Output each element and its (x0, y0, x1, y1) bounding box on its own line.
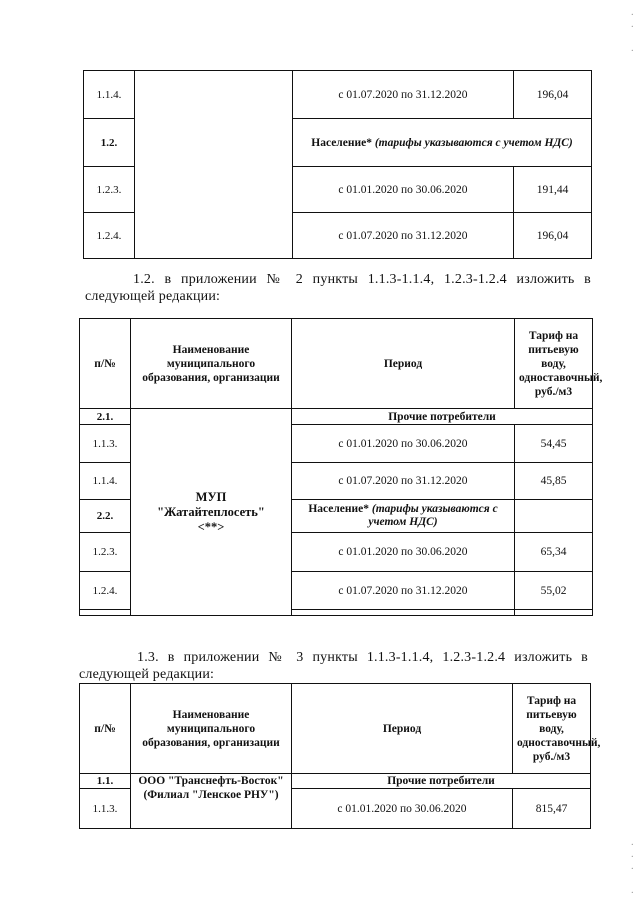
org-cell (135, 71, 293, 259)
category-heading: Прочие потребители (292, 409, 593, 425)
tariff-value: 54,45 (515, 425, 593, 463)
category-heading (292, 500, 515, 533)
paragraph-1-2: 1.2. в приложении № 2 пункты 1.1.3-1.1.4, 1.2.3-1.2.4 изложить в следующей редакции: (85, 272, 591, 304)
header-number: п/№ (80, 684, 131, 774)
period-cell: с 01.07.2020 по 31.12.2020 (292, 572, 515, 610)
tariff-value: 45,85 (515, 463, 593, 500)
org-name: "Жатайтеплосеть" (157, 504, 265, 519)
paragraph-1-3: 1.3. в приложении № 3 пункты 1.1.3-1.1.4, 1.2.3-1.2.4 изложить в следующей редакции: (79, 650, 588, 682)
tariff-table-2 (79, 318, 603, 616)
tariff-value: 815,47 (513, 789, 591, 829)
row-number: 1.2.3. (84, 167, 135, 213)
empty-cell (515, 500, 593, 533)
row-number: 1.1.4. (84, 71, 135, 119)
period-cell: с 01.01.2020 по 30.06.2020 (292, 789, 513, 829)
filler-cell (515, 610, 593, 616)
tariff-table-3 (79, 683, 601, 829)
category-note: (тарифы указываются с учетом НДС) (374, 136, 573, 149)
category-heading: Прочие потребители (292, 774, 591, 789)
period-cell: с 01.07.2020 по 31.12.2020 (293, 213, 514, 259)
period-cell: с 01.07.2020 по 31.12.2020 (292, 463, 515, 500)
header-organization: Наименование муниципального образования, организации (131, 319, 292, 409)
scan-artifact: · · · (630, 10, 634, 57)
org-type: МУП (195, 489, 227, 504)
tariff-value: 65,34 (515, 533, 593, 572)
tariff-value: 196,04 (514, 71, 592, 119)
org-footnote: <**> (197, 519, 225, 534)
header-tariff: Тариф на питьевую воду, одноставочный, руб./м3 (515, 319, 593, 409)
period-cell: с 01.07.2020 по 31.12.2020 (293, 71, 514, 119)
header-period: Период (292, 684, 513, 774)
row-number: 1.1. (80, 774, 131, 789)
tariff-value: 55,02 (515, 572, 593, 610)
header-tariff: Тариф на питьевую воду, одноставочный, руб./м3 (513, 684, 591, 774)
org-cell: ООО "Транснефть-Восток" (Филиал "Ленское РНУ") (131, 774, 292, 829)
category-heading (293, 119, 592, 167)
row-number: 1.2. (84, 119, 135, 167)
row-number: 1.2.4. (84, 213, 135, 259)
tariff-value: 191,44 (514, 167, 592, 213)
row-number: 1.1.3. (80, 789, 131, 829)
category-note: (тарифы указываются с учетом НДС) (368, 503, 498, 528)
period-cell: с 01.01.2020 по 30.06.2020 (292, 533, 515, 572)
header-number: п/№ (80, 319, 131, 409)
scan-artifact: · · · · (630, 840, 634, 899)
period-cell: с 01.01.2020 по 30.06.2020 (292, 425, 515, 463)
tariff-value: 196,04 (514, 213, 592, 259)
row-number: 2.1. (80, 409, 131, 425)
row-number: 1.2.3. (80, 533, 131, 572)
row-number: 1.1.4. (80, 463, 131, 500)
tariff-table-1 (83, 70, 592, 259)
org-cell (131, 409, 292, 616)
filler-cell (292, 610, 515, 616)
row-number: 2.2. (80, 500, 131, 533)
row-number: 1.1.3. (80, 425, 131, 463)
header-organization: Наименование муниципального образования, организации (131, 684, 292, 774)
header-period: Период (292, 319, 515, 409)
filler-cell (80, 610, 131, 616)
period-cell: с 01.01.2020 по 30.06.2020 (293, 167, 514, 213)
category-label: Население* (308, 503, 370, 515)
category-label: Население* (311, 136, 372, 149)
row-number: 1.2.4. (80, 572, 131, 610)
